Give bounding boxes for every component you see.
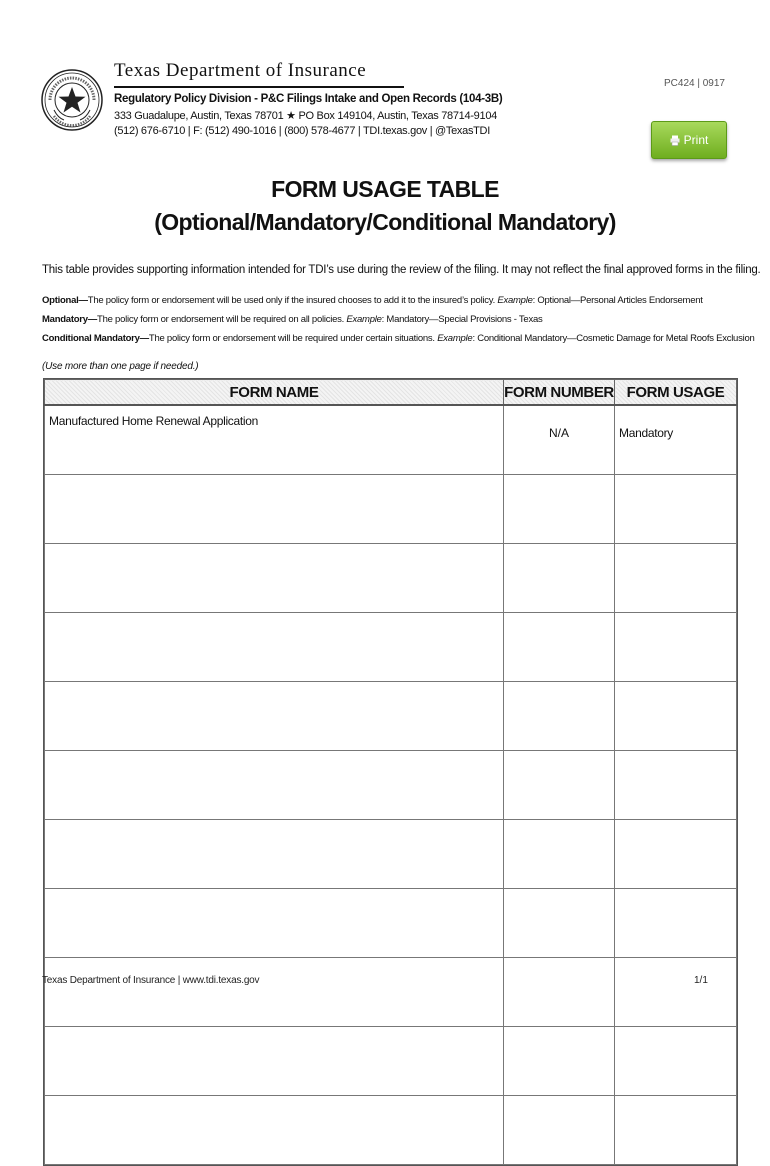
example-label: Example [346,314,382,325]
table-row [45,613,737,682]
form-usage-cell[interactable] [615,820,737,889]
intro-text: This table provides supporting information intended for TDI’s use during the review of the filing. It may not reflect the final approved forms in the filing. [42,264,761,276]
header-form-name: FORM NAME [45,380,504,406]
print-button-label: Print [683,133,709,147]
page-title: FORM USAGE TABLE [271,176,499,202]
form-number-cell[interactable] [504,1096,615,1165]
form-number-cell[interactable] [504,544,615,613]
form-usage-table [43,378,738,1166]
table-row [45,820,737,889]
print-button[interactable] [651,121,727,159]
definition-term: Mandatory— [42,314,98,325]
form-name-cell[interactable]: Manufactured Home Renewal Application [45,405,504,475]
table-row [45,682,737,751]
example-label: Example [437,333,473,344]
division-line: Regulatory Policy Division - P&C Filings Intake and Open Records (104-3B) [114,93,503,105]
table-row [45,751,737,820]
form-number-cell[interactable] [504,958,615,1027]
form-number-cell[interactable] [504,751,615,820]
texas-seal-icon [40,58,104,142]
form-number-cell[interactable] [504,682,615,751]
table-row [45,889,737,958]
page-subtitle: (Optional/Mandatory/Conditional Mandatory) [154,209,616,235]
agency-title: Texas Department of Insurance [114,60,367,81]
table-row [45,405,737,475]
definition-term: Optional— [42,295,88,306]
form-name-cell[interactable] [45,889,504,958]
form-usage-cell[interactable] [615,613,737,682]
table-row [45,958,737,1027]
example-text: : Optional—Personal Articles Endorsement [532,295,703,306]
form-usage-cell[interactable] [615,682,737,751]
definition-text: The policy form or endorsement will be required under certain situations. [148,333,438,344]
definition-text: The policy form or endorsement will be used only if the insured chooses to add it to the insured’s policy. [87,295,498,306]
example-text: : Mandatory—Special Provisions - Texas [381,314,543,325]
form-usage-cell[interactable] [615,544,737,613]
form-name-cell[interactable] [45,751,504,820]
form-usage-cell[interactable] [615,1027,737,1096]
header-form-usage: FORM USAGE [615,380,737,406]
example-text: : Conditional Mandatory—Cosmetic Damage for Metal Roofs Exclusion [472,333,755,344]
form-name-cell[interactable] [45,682,504,751]
agency-divider [114,86,404,88]
form-name-cell[interactable] [45,1096,504,1165]
form-usage-cell[interactable] [615,1096,737,1165]
header-form-number: FORM NUMBER [504,380,615,406]
definition-optional [42,295,703,306]
table-header-row [45,380,737,406]
printer-icon [670,135,680,146]
form-name-cell[interactable] [45,820,504,889]
example-label: Example [497,295,533,306]
definition-mandatory [42,314,543,325]
address-line: 333 Guadalupe, Austin, Texas 78701 ★ PO Box 149104, Austin, Texas 78714-9104 [114,110,497,122]
form-number-cell[interactable] [504,889,615,958]
form-number-cell[interactable]: N/A [504,405,615,475]
form-name-cell[interactable] [45,544,504,613]
table-row [45,475,737,544]
footer-agency: Texas Department of Insurance | www.tdi.texas.gov [42,975,260,986]
form-usage-cell[interactable] [615,475,737,544]
form-number-cell[interactable] [504,475,615,544]
form-name-cell[interactable] [45,958,504,1027]
form-name-cell[interactable] [45,475,504,544]
table-row [45,1027,737,1096]
table-row [45,544,737,613]
definition-text: The policy form or endorsement will be required on all policies. [97,314,347,325]
page-number: 1/1 [694,975,708,986]
form-usage-cell[interactable]: Mandatory [615,405,737,475]
usage-note: (Use more than one page if needed.) [42,361,199,372]
table-row [45,1096,737,1165]
form-number-cell[interactable] [504,613,615,682]
definition-conditional-mandatory [42,333,755,344]
form-name-cell[interactable] [45,1027,504,1096]
form-id: PC424 | 0917 [664,78,725,89]
form-number-cell[interactable] [504,1027,615,1096]
form-usage-cell[interactable] [615,889,737,958]
form-name-cell[interactable] [45,613,504,682]
form-usage-cell[interactable] [615,958,737,1027]
form-number-cell[interactable] [504,820,615,889]
contact-line: (512) 676-6710 | F: (512) 490-1016 | (800) 578-4677 | TDI.texas.gov | @TexasTDI [114,125,490,137]
form-usage-cell[interactable] [615,751,737,820]
definition-term: Conditional Mandatory— [42,333,149,344]
